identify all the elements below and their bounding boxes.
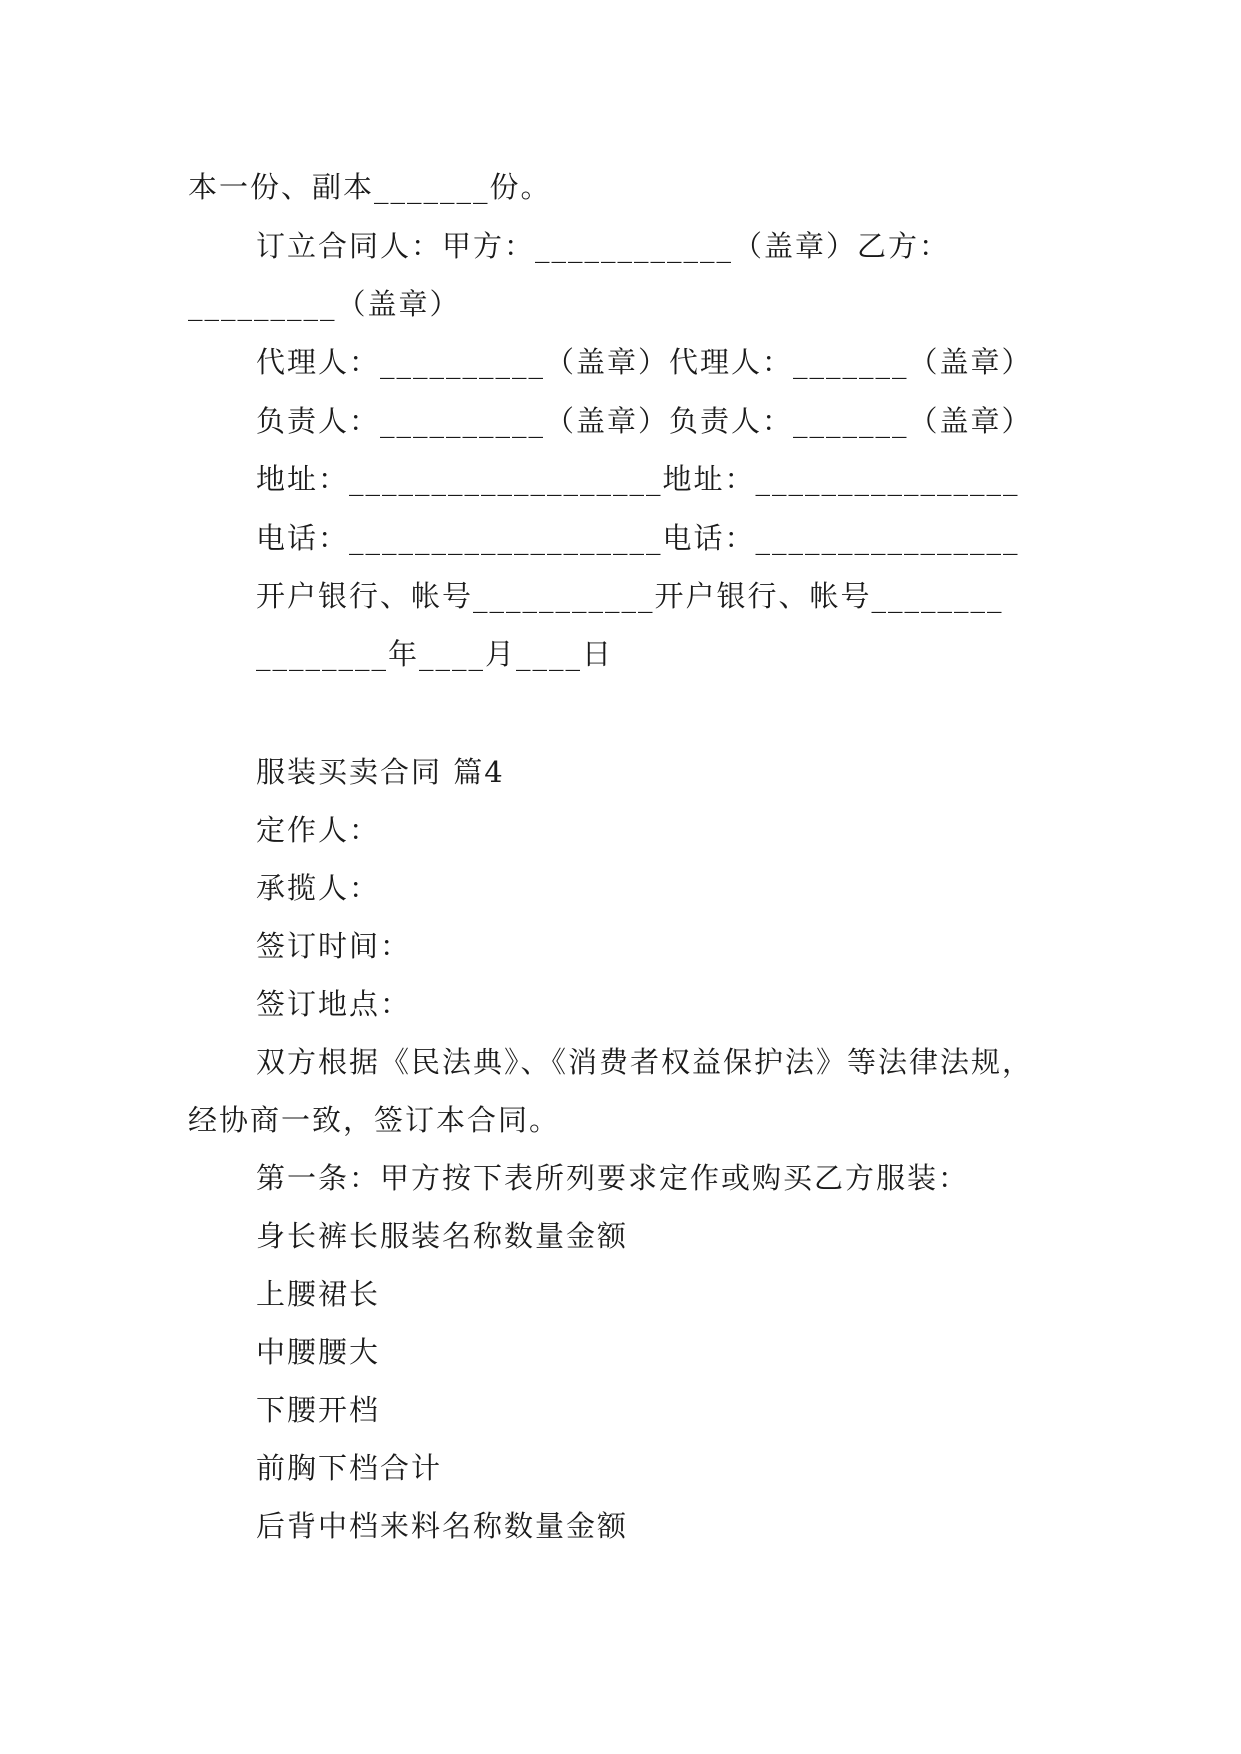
section-title: 服装买卖合同 篇4	[256, 755, 505, 789]
text-line: 下腰开档	[256, 1393, 381, 1427]
text-line: 地址：___________________地址：________________	[256, 462, 1020, 496]
text-line: 前胸下档合计	[256, 1451, 443, 1485]
text-line: 双方根据《民法典》、《消费者权益保护法》等法律法规，	[256, 1045, 1034, 1079]
text-line: 代理人：__________（盖章）代理人：_______（盖章）	[256, 345, 1033, 379]
text-line: 身长裤长服装名称数量金额	[256, 1219, 629, 1253]
text-line: 本一份、副本_______份。	[188, 170, 552, 204]
text-line: 第一条：甲方按下表所列要求定作或购买乙方服装：	[256, 1161, 970, 1195]
text-line: 中腰腰大	[256, 1335, 381, 1369]
text-line: 电话：___________________电话：________________	[256, 521, 1020, 555]
text-line: ________年____月____日	[256, 637, 614, 671]
text-line: 承揽人：	[256, 871, 381, 905]
text-line: 后背中档来料名称数量金额	[256, 1509, 629, 1543]
text-line: 上腰裙长	[256, 1277, 381, 1311]
text-line: 签订地点：	[256, 987, 412, 1021]
text-line: 开户银行、帐号___________开户银行、帐号________	[256, 579, 1004, 613]
text-line: 订立合同人：甲方：____________（盖章）乙方：	[256, 229, 951, 263]
text-line: 签订时间：	[256, 929, 412, 963]
text-line: _________（盖章）	[188, 287, 461, 321]
text-line: 负责人：__________（盖章）负责人：_______（盖章）	[256, 404, 1033, 438]
text-line: 定作人：	[256, 813, 381, 847]
text-line: 经协商一致，签订本合同。	[188, 1103, 561, 1137]
